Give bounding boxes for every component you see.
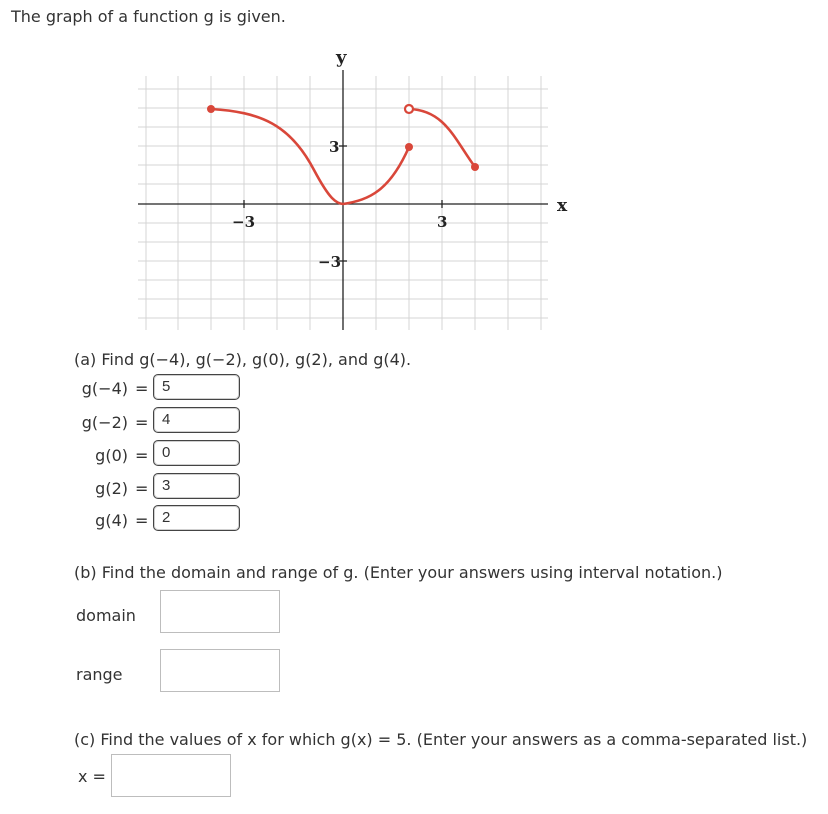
equals-sign: = <box>135 413 149 432</box>
domain-label: domain <box>76 606 136 625</box>
answer-g-neg4[interactable]: 5 <box>153 374 240 400</box>
problem-intro: The graph of a function g is given. <box>11 7 286 26</box>
g-label: g(2) <box>95 479 128 498</box>
closed-endpoint <box>405 143 413 151</box>
g-label: g(−2) <box>81 413 128 432</box>
domain-input[interactable] <box>160 590 280 633</box>
x-label: x = <box>78 767 106 786</box>
answer-g-neg2[interactable]: 4 <box>153 407 240 433</box>
open-endpoint <box>405 105 413 113</box>
range-label: range <box>76 665 123 684</box>
g-label: g(−4) <box>81 379 128 398</box>
y-tick-label-neg3: −3 <box>318 253 342 271</box>
axes <box>138 70 548 330</box>
equals-sign: = <box>135 379 149 398</box>
equals-sign: = <box>135 511 149 530</box>
x-values-input[interactable] <box>111 754 231 797</box>
answer-g-4[interactable]: 2 <box>153 505 240 531</box>
answer-g-2[interactable]: 3 <box>153 473 240 499</box>
closed-endpoint <box>471 163 479 171</box>
x-tick-label-3: 3 <box>437 213 448 231</box>
equals-sign: = <box>135 446 149 465</box>
x-tick-label-neg3: −3 <box>232 213 256 231</box>
y-axis-label: y <box>336 47 347 68</box>
x-axis-label: x <box>557 196 568 216</box>
part-c-question: (c) Find the values of x for which g(x) = 5. (Enter your answers as a comma-separated list.) <box>74 730 808 749</box>
closed-endpoint <box>207 105 215 113</box>
g-label: g(0) <box>95 446 128 465</box>
g-label: g(4) <box>95 511 128 530</box>
part-a-question: (a) Find g(−4), g(−2), g(0), g(2), and g(4). <box>74 350 412 369</box>
range-input[interactable] <box>160 649 280 692</box>
function-graph <box>0 40 600 340</box>
equals-sign: = <box>135 479 149 498</box>
y-tick-label-3: 3 <box>329 138 340 156</box>
answer-g-0[interactable]: 0 <box>153 440 240 466</box>
part-b-question: (b) Find the domain and range of g. (Enter your answers using interval notation.) <box>74 563 723 582</box>
